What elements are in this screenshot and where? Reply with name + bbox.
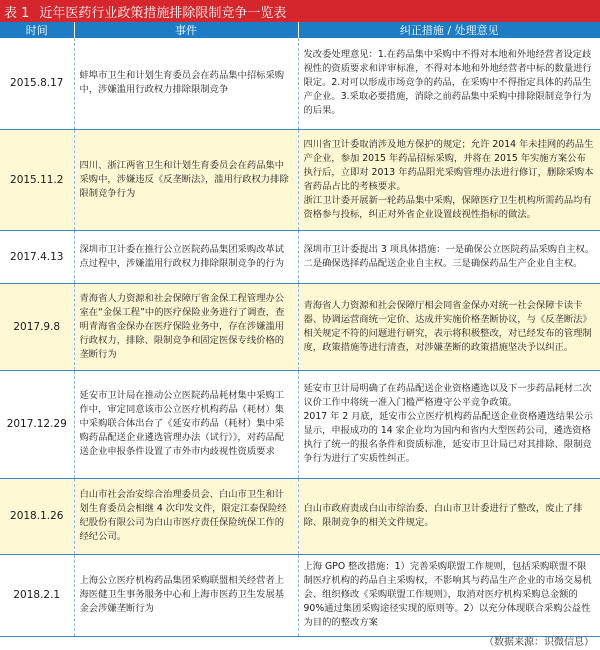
table-title-text: 近年医药行业政策措施排除限制竞争一览表 — [39, 5, 287, 21]
row-event: 深圳市卫计委在推行公立医院药品集团采购改革试点过程中，涉嫌滥用行政权力排除限制竞争的行为 — [74, 230, 298, 283]
action-paragraph: 四川省卫计委取消涉及地方保护的规定；允许 2014 年未挂网的药品生产企业，参加 2015 年药品招标采购，并将在 2015 年实施方案公布执行后，立即对 2013 年药品阳光采购管理办法进行修订，删除采购本省药品占比的考核要求。 — [303, 138, 594, 192]
row-date: 2017.12.29 — [0, 370, 74, 478]
row-action — [298, 478, 600, 554]
row-event: 上海公立医疗机构药品集团采购联盟相关经营者上海医健卫生事务服务中心和上海市医药卫生发展基金会涉嫌垄断行为 — [74, 554, 298, 636]
row-event: 四川、浙江两省卫生和计划生育委员会在药品集中采购中，涉嫌违反《反垄断法》，滥用行政权力排除限制竞争行为 — [74, 129, 298, 230]
table-row — [0, 370, 600, 478]
row-date: 2017.9.8 — [0, 283, 74, 370]
action-paragraph: 白山市政府责成白山市综治委、白山市卫计委进行了整改，废止了排除、限制竞争的相关文件规定。 — [303, 503, 583, 528]
table-title — [0, 0, 600, 22]
action-paragraph: 青海省人力资源和社会保障厅相会同省金保办对统一社会保障卡读卡器、协调运营商统一定价、达成并实施价格垄断协议，与《反垄断法》相关规定不符的问题进行研究，表示将积极整改，对已经发布的管理制度，政策措施等进行清查，对涉嫌垄断的政策措施坚决予以纠正。 — [303, 299, 592, 353]
table-row — [0, 554, 600, 636]
row-date: 2018.2.1 — [0, 554, 74, 636]
table-row — [0, 478, 600, 554]
table-row — [0, 283, 600, 370]
action-paragraph: 延安市卫计局明确了在药品配送企业资格遴选以及下一步药品耗材二次议价工作中将统一准入门槛严格遵守公平竞争政策。 — [303, 383, 592, 408]
row-action — [298, 370, 600, 478]
row-action — [298, 129, 600, 230]
action-paragraph: 2017 年 2 月底，延安市公立医疗机构药品配送企业资格遴选结果公示显示，申报成功的 14 家企业均为国内和省内大型医药公司，遴选资格执行了统一的报名条件和资质标准，延安市卫计局已对其排除、限制竞争行为进行了实质性纠正。 — [303, 411, 593, 464]
row-date: 2017.4.13 — [0, 230, 74, 283]
row-event: 白山市社会治安综合治理委员会、白山市卫生和计划生育委员会相继 4 次印发文件，限定江泰保险经纪股份有限公司为白山市医疗责任保险统保工作的经纪公司。 — [74, 478, 298, 554]
row-event: 青海省人力资源和社会保障厅省金保工程管理办公室在“金保工程”中的医疗保险业务进行了调查，查明青海省金保办在医疗保险业务中，存在涉嫌滥用行政权力，排除、限制竞争和固定医保专线价格的垄断行为 — [74, 283, 298, 370]
row-action — [298, 554, 600, 636]
row-action — [298, 38, 600, 129]
policy-table — [0, 22, 600, 637]
header-action: 纠正措施 / 处理意见 — [298, 22, 600, 38]
row-event: 延安市卫计局在推动公立医院药品耗材集中采购工作中，审定同意该市公立医疗机构药品（耗材）集中采购联合体出台了《延安市药品（耗材）集中采购药品配送企业遴选管理办法（试行）》，对药品配送企业申报条件设置了市外市内歧视性资质要求 — [74, 370, 298, 478]
action-paragraph: 深圳市卫计委提出 3 项具体措施：一是确保公立医院药品采购自主权。二是确保选择药品配送企业自主权。三是确保药品生产企业自主权。 — [303, 243, 595, 269]
table-number: 表 1 — [4, 5, 30, 21]
row-date: 2015.11.2 — [0, 129, 74, 230]
action-paragraph: 浙江卫计委开展新一轮药品集中采购，保障医疗卫生机构所需药品均有资格参与投标，纠正对外省企业设置歧视性指标的做法。 — [303, 194, 592, 220]
row-event: 蚌埠市卫生和计划生育委员会在药品集中招标采购中，涉嫌滥用行政权力排除限制竞争 — [74, 38, 298, 129]
action-paragraph: 上海 GPO 整改措施：1）完善采购联盟工作规则，包括采购联盟不限制医疗机构的药品自主采购权，不影响其与药品生产企业的市场交易机会、组织修改《采购联盟工作规则》，取消对医疗机构采购总金额的 90%通过集团采购途径实现的原则等。2）以充分体现联合采购公益性为目的的整改方案 — [303, 561, 592, 628]
row-action — [298, 283, 600, 370]
table-header-row — [0, 22, 600, 38]
header-event: 事件 — [74, 22, 298, 38]
table-row — [0, 38, 600, 129]
data-source-note: （数据来源：识微信息） — [484, 637, 594, 648]
table-row — [0, 230, 600, 283]
action-paragraph: 发改委处理意见：1.在药品集中采购中不得对本地和外地经营者设定歧视性的资质要求和评审标准，不得对本地和外地经营者中标的数量进行限定。2.对可以形成市场竞争的药品，在采购中不得指定具体的药品生产企业。3.采取必要措施，消除之前药品集中采购中排除限制竞争行为的后果。 — [303, 49, 592, 117]
row-action — [298, 230, 600, 283]
row-date: 2015.8.17 — [0, 38, 74, 129]
header-date: 时间 — [0, 22, 74, 38]
table-row — [0, 129, 600, 230]
row-date: 2018.1.26 — [0, 478, 74, 554]
